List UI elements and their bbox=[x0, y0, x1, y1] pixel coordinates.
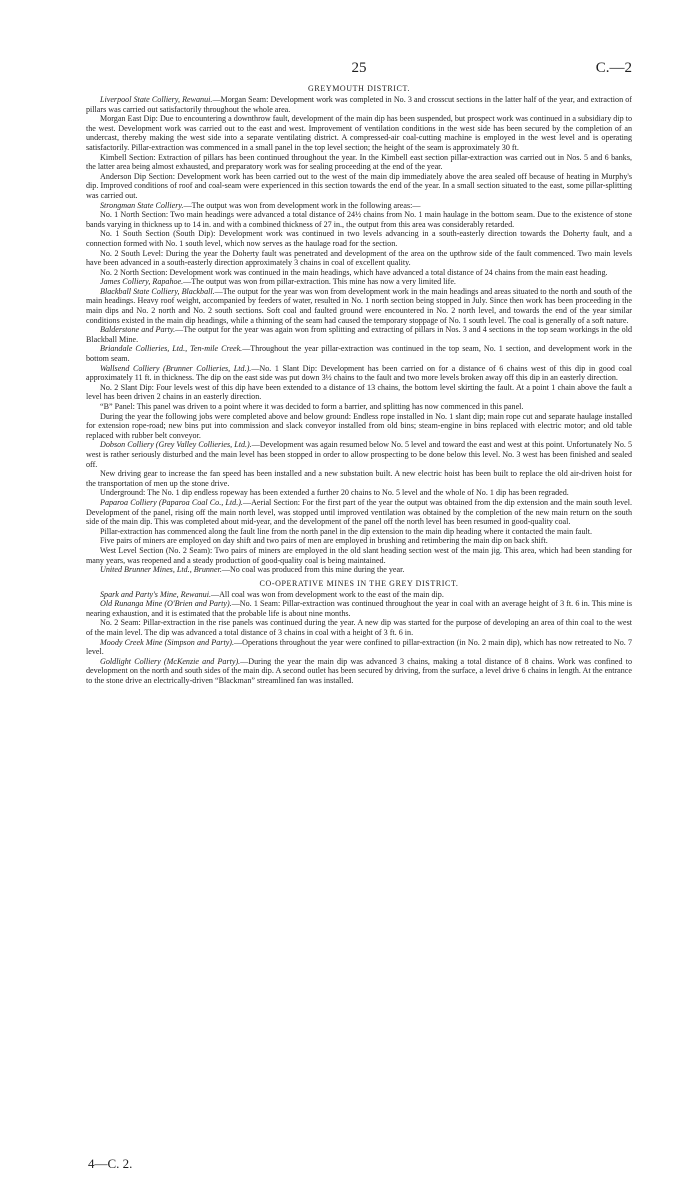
paragraph bbox=[86, 325, 632, 344]
paragraph-text: —The output for the year was again won from splitting and extracting of pillars in Nos. 3 and 4 sections in the top seam workings in the old Blackball Mine. bbox=[86, 325, 632, 344]
paragraph-heading: Dobson Colliery (Grey Valley Collieries, Ltd.). bbox=[100, 440, 252, 450]
paragraph bbox=[86, 383, 632, 402]
page-header bbox=[86, 60, 632, 82]
paragraph-text: —The output for the year was won from development work in the main headings and areas situated to the north and south of the main headings. Heavy roof weight, accompanied by feeders of water, resulted in No. 1 north section being stopped in July. Since then work has been proceeding in the main dips and No. 2 north and No. 2 south sections. Soft coal and faulted ground were encountered in No. 2 north level, and towards the end of the year similar conditions existed in the main dip headings, while a thinning of the seam had caused the temporary stoppage of No. 1 south level. The coal is generally of a soft nature. bbox=[86, 286, 632, 325]
paragraph-text: No. 1 South Section (South Dip): Development work was continued in two levels advancing in a south-easterly direction towards the Doherty fault, and a connection formed with No. 1 south level, which now serves as the haulage road for the section. bbox=[86, 229, 632, 248]
paragraph-heading: Paparoa Colliery (Paparoa Coal Co., Ltd.). bbox=[100, 497, 243, 507]
paragraph-heading: United Brunner Mines, Ltd., Brunner. bbox=[100, 565, 222, 575]
paragraph-text: No. 2 Seam: Pillar-extraction in the rise panels was continued during the year. A new dip was started for the purpose of developing an area of thin coal to the west of the main level. The dip was advanced a total distance of 3 chains in coal with a height of 3 ft. 6 in. bbox=[86, 618, 632, 638]
paragraph-heading: Old Runanga Mine (O'Brien and Party). bbox=[100, 599, 232, 609]
paragraph bbox=[86, 536, 632, 546]
paragraph bbox=[86, 657, 632, 686]
paragraph bbox=[86, 277, 632, 287]
paragraph-heading: Briandale Collieries, Ltd., Ten-mile Creek. bbox=[100, 344, 243, 354]
paragraph bbox=[86, 440, 632, 469]
page-number: 25 bbox=[351, 60, 367, 76]
paragraph-text: West Level Section (No. 2 Seam): Two pairs of miners are employed in the old slant heading section west of the main jig. This area, which had been standing for many years, was reopened and a steady production of good-quality coal is being maintained. bbox=[86, 545, 632, 565]
paragraph-text: No. 2 Slant Dip: Four levels west of this dip have been extended to a distance of 13 chains, the bottom level skirting the fault. At a point 1 chain above the fault a level has been driven 2 chains in an easterly direction. bbox=[86, 382, 632, 402]
paragraph-text: Five pairs of miners are employed on day shift and two pairs of men are employed in brushing and retimbering the main dip on back shift. bbox=[100, 536, 548, 546]
paragraph-text: During the year the following jobs were completed above and below ground: Endless rope installed in No. 1 slant dip; main rope cut and separate haulage installed for extension rope-road; new bins put into commission and slack conveyor installed from old bins; steam-engine in bins replaced with electric motor; and old table replaced with rubber belt conveyor. bbox=[86, 411, 632, 440]
paragraph bbox=[86, 412, 632, 441]
paragraph-text: Morgan East Dip: Due to encountering a downthrow fault, development of the main dip has been suspended, but prospect work was continued in a subsidiary dip to the west. Development work was carried out to the east and west. Improvement of ventilation conditions in the west side has been secured by the completion of an undercast, thereby making the west side into a separate ventilating district. A compressed-air coal-cutting machine is employed in the west level and is operating satisfactorily. Pillar-extraction was commenced in a small panel in the top level section; the height of the seam is approximately 30 ft. bbox=[86, 114, 632, 152]
paragraph-heading: Blackball State Colliery, Blackball. bbox=[100, 286, 215, 296]
paragraph bbox=[86, 498, 632, 527]
paragraph-text: Pillar-extraction has commenced along the fault line from the north panel in the dip extension to the main dip heading where it contacted the main fault. bbox=[100, 526, 593, 536]
paragraph bbox=[86, 229, 632, 248]
paragraph bbox=[86, 287, 632, 325]
paragraph bbox=[86, 565, 632, 575]
paragraph-text: No. 2 South Level: During the year the Doherty fault was penetrated and development of the area on the upthrow side of the fault commenced. Two main levels have been advanced in a south-easterly direction approximately 3 chains in coal of excellent quality. bbox=[86, 248, 632, 268]
paragraph bbox=[86, 599, 632, 618]
paragraph bbox=[86, 344, 632, 363]
document-page bbox=[86, 60, 632, 686]
paragraph-heading: Spark and Party's Mine, Rewanui. bbox=[100, 589, 211, 599]
section-heading-greymouth: GREYMOUTH DISTRICT. bbox=[308, 84, 410, 93]
paragraph-text: Underground: The No. 1 dip endless ropeway has been extended a further 20 chains to No. 5 level and the whole of No. 1 dip has been regraded. bbox=[100, 488, 569, 498]
paragraph bbox=[86, 268, 632, 278]
paragraph-text: —During the year the main dip was advanced 3 chains, making a total distance of 8 chains. Work was confined to development on the north and south sides of the main dip. A second outlet has been secured by driving, from the surface, a level drive 6 chains in length. At the entrance to the stone drive an electrically-driven “Blackman” streamlined fan was installed. bbox=[86, 656, 632, 686]
paragraph-text: —Throughout the year pillar-extraction was continued in the top seam, No. 1 section, and development work in the bottom seam. bbox=[86, 344, 632, 364]
paragraph-text: —All coal was won from development work to the east of the main dip. bbox=[210, 589, 444, 599]
paragraph bbox=[86, 153, 632, 172]
paragraph-text: No. 2 North Section: Development work was continued in the main headings, which have advanced a total distance of 24 chains from the main east heading. bbox=[100, 267, 608, 277]
section-body-cooperative bbox=[86, 590, 632, 686]
paragraph-text: Kimbell Section: Extraction of pillars has been continued throughout the year. In the Kimbell east section pillar-extraction was carried out in Nos. 5 and 6 banks, the latter area being almost exhausted, and preparatory work was for sealing proceeding at the end of the year. bbox=[86, 152, 632, 172]
paragraph bbox=[86, 201, 632, 211]
paragraph bbox=[86, 114, 632, 152]
paragraph bbox=[86, 172, 632, 201]
paragraph bbox=[86, 638, 632, 657]
paragraph-text: —No. 1 Slant Dip: Development has been carried on for a distance of 6 chains west of this dip in good coal approximately 11 ft. in thickness. The dip on the east side was put down 3½ chains to the fault and two more levels broken away off this dip in an easterly direction. bbox=[86, 363, 632, 383]
paragraph bbox=[86, 527, 632, 537]
paragraph bbox=[86, 590, 632, 600]
paragraph-text: —Morgan Seam: Development work was completed in No. 3 and crosscut sections in the latter half of the year, and extraction of pillars was carried out satisfactorily throughout the whole area. bbox=[86, 95, 632, 114]
paragraph bbox=[86, 618, 632, 637]
signature-mark: 4—C. 2. bbox=[88, 1156, 133, 1171]
paragraph bbox=[86, 546, 632, 565]
paragraph bbox=[86, 402, 632, 412]
paragraph-text: —The output was won from development work in the following areas:— bbox=[183, 200, 421, 210]
section-body-greymouth bbox=[86, 95, 632, 575]
section-heading-cooperative: CO-OPERATIVE MINES IN THE GREY DISTRICT. bbox=[259, 578, 459, 588]
paragraph-text: No. 1 North Section: Two main headings were advanced a total distance of 24½ chains from No. 1 main haulage in the bottom seam. Due to the existence of stone bands varying in thickness up to 14 in. and with a combined thickness of 27 in., the output from this area was considerably retarded. bbox=[86, 210, 632, 229]
paragraph-text: —The output was won from pillar-extraction. This mine has now a very limited life. bbox=[183, 277, 456, 287]
paragraph-heading: Moody Creek Mine (Simpson and Party). bbox=[100, 637, 235, 647]
paragraph bbox=[86, 95, 632, 114]
paragraph-heading: Wallsend Colliery (Brunner Collieries, Ltd.). bbox=[100, 363, 252, 373]
paragraph-text: —No. 1 Seam: Pillar-extraction was continued throughout the year in coal with an average height of 3 ft. 6 in. This mine is nearing exhaustion, and it is estimated that the probable life is about nine months. bbox=[86, 599, 632, 618]
paragraph-text: New driving gear to increase the fan speed has been installed and a new substation built. A new electric hoist has been built to replace the old air-driven hoist for the transportation of men up the stone drive. bbox=[86, 469, 632, 488]
paragraph-text: —Operations throughout the year were confined to pillar-extraction (in No. 2 main dip), which has now retreated to No. 7 level. bbox=[86, 637, 632, 657]
paragraph bbox=[86, 364, 632, 383]
paragraph-heading: Balderstone and Party. bbox=[100, 325, 176, 335]
paragraph-text: Anderson Dip Section: Development work has been carried out to the west of the main dip immediately above the area sealed off because of heating in Murphy's dip. Improved conditions of roof and coal-seam were experienced in this section towards the end of the year. In a small section situated to the east, some pillar-splitting was carried out. bbox=[86, 171, 632, 200]
section-code: C.—2 bbox=[595, 60, 632, 76]
paragraph-text: —No coal was produced from this mine during the year. bbox=[221, 565, 405, 575]
paragraph-heading: Goldlight Colliery (McKenzie and Party). bbox=[100, 656, 241, 666]
paragraph-text: —Development was again resumed below No. 5 level and toward the east and west at this point. Unfortunately No. 5 west is rather seriously disturbed and the main level has been stopped in order to allow prospecting to be done below this level. No. 3 west has been finished and sealed off. bbox=[86, 440, 632, 469]
paragraph bbox=[86, 488, 632, 498]
paragraph-heading: Strongman State Colliery. bbox=[100, 200, 184, 210]
paragraph-text: —Aerial Section: For the first part of the year the output was obtained from the dip extension and the main south level. Development of the panel, rising off the main north level, was stopped until improved ventilation was obtained by the completion of the new main return on the south side of the main dip. This was completed about mid-year, and the development of the panel off the north level has been resumed in good-quality coal. bbox=[86, 497, 632, 527]
paragraph bbox=[86, 249, 632, 268]
paragraph bbox=[86, 469, 632, 488]
paragraph-heading: James Colliery, Rapahoe. bbox=[100, 277, 184, 287]
paragraph bbox=[86, 210, 632, 229]
paragraph-heading: Liverpool State Colliery, Rewanui. bbox=[100, 95, 213, 104]
paragraph-text: “B” Panel: This panel was driven to a point where it was decided to form a barrier, and splitting has now commenced in this panel. bbox=[100, 402, 524, 411]
